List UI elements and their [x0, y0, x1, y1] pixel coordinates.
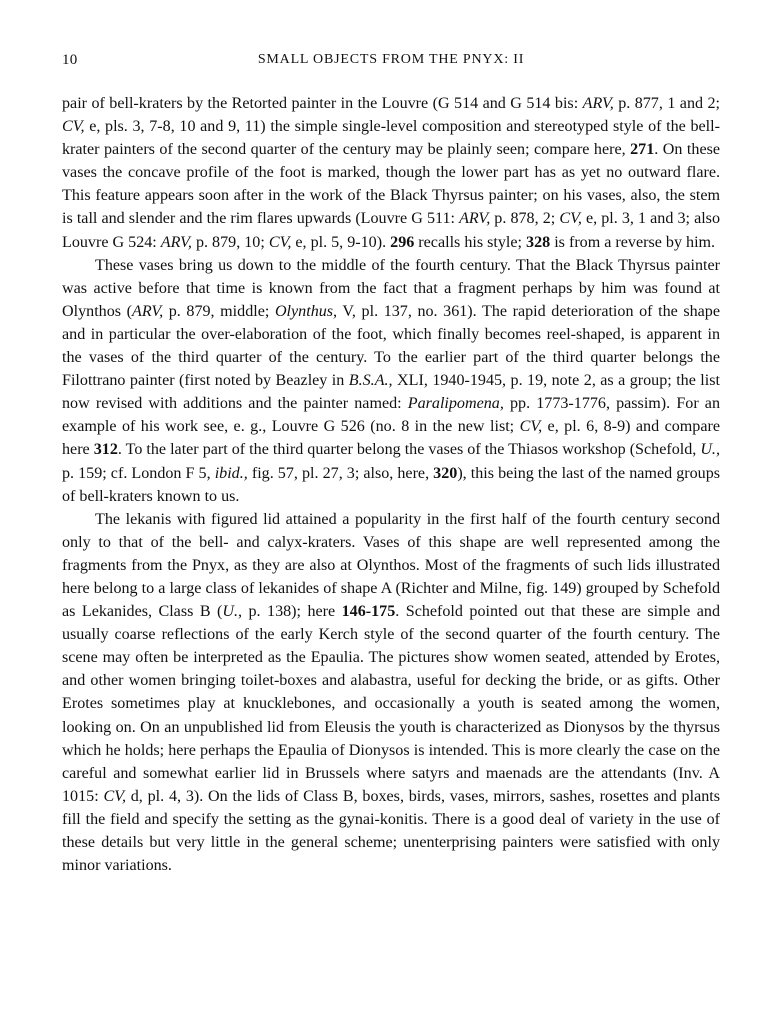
- page-number: 10: [62, 52, 78, 68]
- text-run: ARV,: [160, 233, 192, 251]
- text-run: e, pl. 5, 9-10).: [291, 233, 391, 251]
- text-run: 146-175: [341, 603, 396, 621]
- text-run: ARV,: [131, 302, 164, 320]
- text-run: B.S.A.,: [348, 372, 393, 390]
- text-run: ARV,: [582, 95, 614, 112]
- paragraph-2: [62, 254, 720, 508]
- text-run: p. 879, middle;: [163, 302, 275, 320]
- text-run: These vases bring us down to the middle of the fourth century. That the Black Thyrsus painter was active before that time is known from the fact that a fragment perhaps by him was found at Olynthos (: [62, 256, 720, 320]
- paragraph-1: [62, 92, 720, 254]
- page-header: [62, 52, 720, 74]
- text-run: CV,: [62, 118, 85, 136]
- text-run: pair of bell-kraters by the Retorted painter in the Louvre (G 514 and G 514 bis:: [62, 95, 583, 112]
- text-run: p. 878, 2;: [490, 210, 560, 228]
- text-run: CV,: [103, 787, 126, 805]
- text-run: 296: [390, 233, 415, 251]
- text-run: is from a reverse by him.: [550, 233, 716, 251]
- text-run: . Schefold pointed out that these are simple and usually coarse reflections of the early Kerch style of the second quarter of the fourth century. The scene may often be interpreted as the Epaulia. The pictures show women seated, attended by Erotes, and other women bringing toilet-boxes and alabastra, useful for decking the bride, or as gifts. Other Erotes sometimes play at knucklebones, and occasionally a youth is seated among the women, looking on. On an unpublished lid from Eleusis the youth is characterized as Dionysos by the thyrsus which he holds; here perhaps the Epaulia of Dionysos is intended. This is more clearly the case on the careful and somewhat earlier lid in Brussels where satyrs and maenads are the attendants (Inv. A 1015:: [62, 603, 720, 805]
- text-run: CV,: [519, 418, 543, 436]
- paragraph-3: [62, 508, 720, 878]
- text-run: . To the later part of the third quarter belong the vases of the Thiasos workshop (Schefold,: [117, 441, 701, 459]
- text-run: 271: [630, 141, 655, 159]
- text-run: 320: [433, 464, 458, 482]
- text-run: ARV,: [459, 210, 491, 228]
- text-run: The lekanis with figured lid attained a popularity in the first half of the fourth century second only to that of the bell- and calyx-kraters. Vases of this shape are well represented among the fragments from the Pnyx, as they are also at Olynthos. Most of the fragments of such lids illustrated here belong to a large class of lekanides of shape A (Richter and Milne, fig. 149) grouped by Schefold as Lekanides, Class B (: [62, 510, 720, 621]
- text-run: p. 138); here: [242, 603, 342, 621]
- text-run: p. 877, 1 and 2;: [613, 95, 720, 112]
- text-run: U.,: [222, 603, 243, 621]
- running-title: SMALL OBJECTS FROM THE PNYX: II: [257, 52, 525, 67]
- text-run: V, pl. 137, no. 361). The rapid deterioration of the shape and in particular the over-elaboration of the foot, which finally becomes reel-shaped, is apparent in the vases of the third quarter of the century. To the earlier part of the third quarter belongs the Filottrano painter (first noted by Beazley in: [62, 302, 720, 390]
- text-run: XLI, 1940-1945, p. 19, note 2, as a group; the list now revised with additions and the painter named:: [62, 372, 720, 413]
- text-run: p. 879, 10;: [191, 233, 269, 251]
- text-run: Olynthus,: [274, 302, 338, 320]
- text-run: . On these vases the concave profile of the foot is marked, though the lower part has as yet no outward flare. This feature appears soon after in the work of the Black Thyrsus painter; on his vases, also, the stem is tall and slender and the rim flares upwards (Louvre G 511:: [62, 141, 720, 228]
- text-run: Paralipomena,: [407, 395, 504, 413]
- text-run: p. 159; cf. London F 5,: [62, 464, 215, 482]
- text-run: CV,: [559, 210, 582, 228]
- document-page: [62, 52, 720, 877]
- text-run: e, pls. 3, 7-8, 10 and 9, 11) the simple single-level composition and stereotyped style of the bell-krater painters of the second quarter of the century may be plainly seen; compare here,: [62, 118, 720, 159]
- text-run: 328: [526, 233, 551, 251]
- text-run: e, pl. 3, 1 and 3; also Louvre G 524:: [62, 210, 720, 251]
- text-run: e, pl. 6, 8-9) and compare here: [62, 418, 720, 459]
- text-run: 312: [93, 441, 118, 459]
- body-text: [62, 92, 720, 877]
- text-run: ibid.,: [214, 464, 248, 482]
- text-run: U.,: [700, 441, 720, 459]
- text-run: ), this being the last of the named groups of bell-kraters known to us.: [62, 464, 721, 505]
- text-run: d, pl. 4, 3). On the lids of Class B, boxes, birds, vases, mirrors, sashes, rosettes and plants fill the field and specify the setting as the gynai-konitis. There is a good deal of variety in the use of these details but very little in the general scheme; unenterprising painters were satisfied with only minor variations.: [62, 787, 720, 875]
- text-run: pp. 1773-1776, passim). For an example of his work see, e. g., Louvre G 526 (no. 8 in the new list;: [62, 395, 720, 436]
- text-run: CV,: [268, 233, 292, 251]
- text-run: recalls his style;: [414, 233, 527, 251]
- text-run: fig. 57, pl. 27, 3; also, here,: [247, 464, 434, 482]
